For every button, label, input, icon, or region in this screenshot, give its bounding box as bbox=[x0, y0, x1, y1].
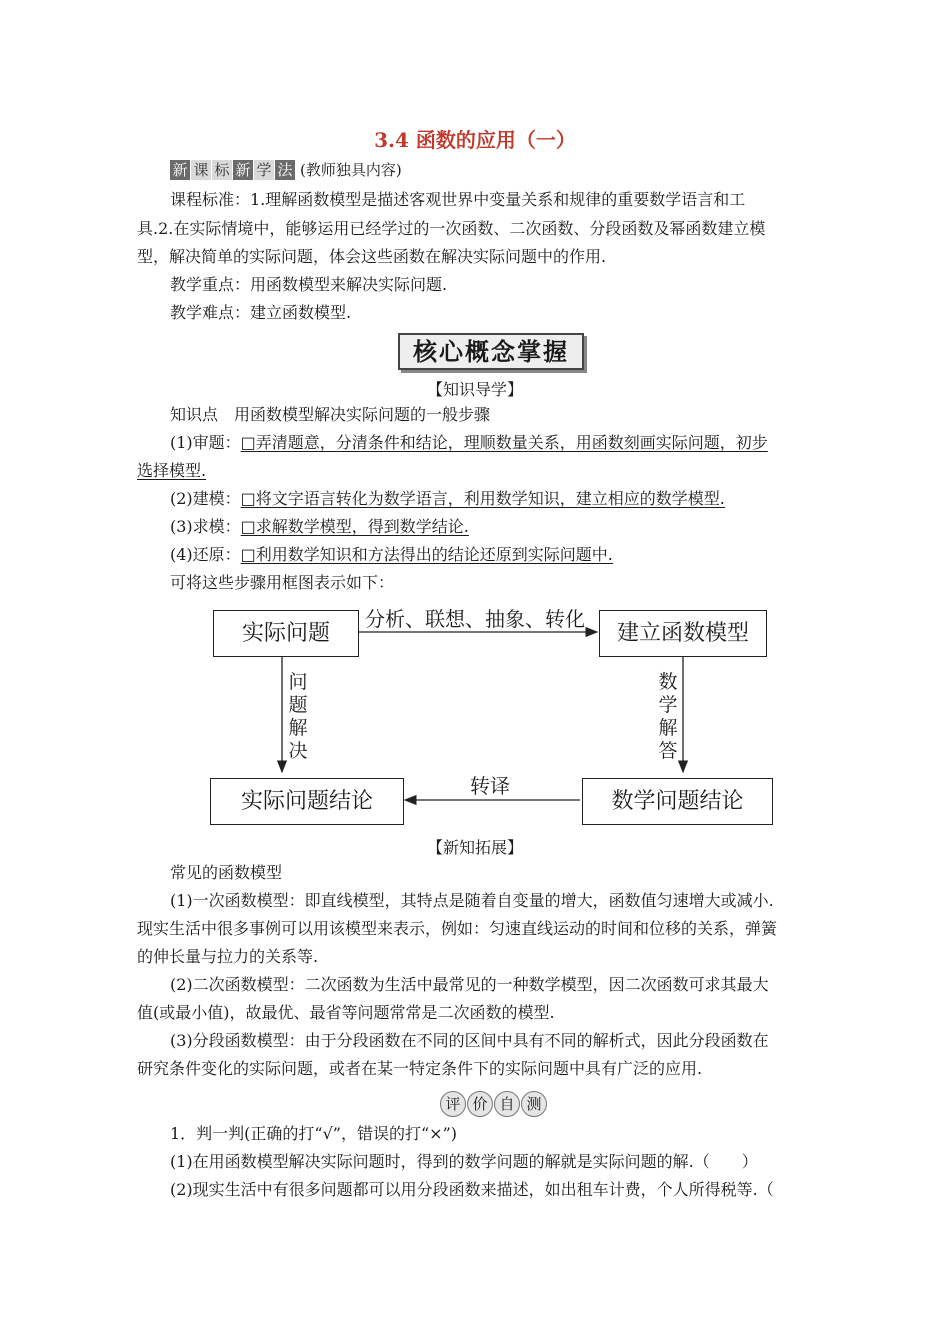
standard-line: 具.2.在实际情境中，能够运用已经学过的一次函数、二次函数、分段函数及幂函数建立模 bbox=[137, 219, 766, 238]
eval-char: 评 bbox=[440, 1091, 466, 1117]
step-answer: □求解数学模型，得到数学结论. bbox=[240, 517, 469, 536]
model-line: 研究条件变化的实际问题，或者在某一特定条件下的实际问题中具有广泛的应用. bbox=[137, 1059, 703, 1078]
step-prefix: (2)建模： bbox=[170, 489, 241, 508]
standard-line: 型，解决简单的实际问题，体会这些函数在解决实际问题中的作用. bbox=[137, 247, 607, 266]
step-prefix: (3)求模： bbox=[170, 517, 241, 536]
step-answer: □将文字语言转化为数学语言，利用数学知识，建立相应的数学模型. bbox=[240, 489, 725, 508]
badge-char: 法 bbox=[275, 160, 295, 180]
step-answer: □弄清题意，分清条件和结论，理顺数量关系，用函数刻画实际问题，初步 bbox=[240, 433, 768, 452]
badge-char: 标 bbox=[212, 160, 232, 180]
model-line: 值(或最小值)，故最优、最省等问题常常是二次函数的模型. bbox=[137, 1003, 555, 1022]
box-build-model: 建立函数模型 bbox=[599, 610, 767, 657]
common-title: 常见的函数模型 bbox=[170, 863, 283, 882]
badge-char: 学 bbox=[254, 160, 274, 180]
badge-char: 新 bbox=[233, 160, 253, 180]
step-prefix: (4)还原： bbox=[170, 545, 241, 564]
standard-line: 课程标准：1.理解函数模型是描述客观世界中变量关系和规律的重要数学语言和工 bbox=[170, 190, 746, 209]
eval-char: 价 bbox=[467, 1091, 493, 1117]
eval-char: 自 bbox=[494, 1091, 520, 1117]
model-line: (2)二次函数模型：二次函数为生活中最常见的一种数学模型，因二次函数可求其最大 bbox=[170, 975, 769, 994]
arrow-label-bottom: 转译 bbox=[470, 774, 510, 798]
key-point: 教学重点：用函数模型来解决实际问题. bbox=[170, 275, 448, 294]
box-math-conclusion: 数学问题结论 bbox=[582, 778, 773, 825]
model-line: 现实生活中很多事例可以用该模型来表示，例如：匀速直线运动的时间和位移的关系，弹簧 bbox=[137, 919, 778, 938]
model-line: (3)分段函数模型：由于分段函数在不同的区间中具有不同的解析式，因此分段函数在 bbox=[170, 1031, 769, 1050]
arrow-label-right: 数 学 解 答 bbox=[658, 671, 678, 762]
model-line: 的伸长量与拉力的关系等. bbox=[137, 947, 319, 966]
arrow-label-top: 分析、联想、抽象、转化 bbox=[365, 607, 585, 631]
section-banner: 核心概念掌握 bbox=[398, 333, 584, 370]
knowledge-title: 知识点 用函数模型解决实际问题的一般步骤 bbox=[170, 405, 491, 424]
badge-char: 课 bbox=[191, 160, 211, 180]
badge-char: 新 bbox=[170, 160, 190, 180]
section-expand: 【新知拓展】 bbox=[426, 838, 523, 857]
arrow-label-left: 问 题 解 决 bbox=[288, 671, 308, 762]
self-test-badge bbox=[440, 1091, 548, 1117]
section-guide: 【知识导学】 bbox=[426, 380, 523, 399]
question-1: 1．判一判(正确的打“√”，错误的打“×”) bbox=[170, 1124, 457, 1143]
step-answer: □利用数学知识和方法得出的结论还原到实际问题中. bbox=[240, 545, 613, 564]
question-1-2: (2)现实生活中有很多问题都可以用分段函数来描述，如出租车计费，个人所得税等.（ bbox=[170, 1180, 774, 1199]
model-line: (1)一次函数模型：即直线模型，其特点是随着自变量的增大，函数值匀速增大或减小. bbox=[170, 891, 774, 910]
page-title: 3.4 函数的应用（一） bbox=[374, 128, 576, 152]
eval-char: 测 bbox=[521, 1091, 547, 1117]
difficult-point: 教学难点：建立函数模型. bbox=[170, 303, 352, 322]
box-real-problem: 实际问题 bbox=[213, 610, 359, 657]
flow-intro: 可将这些步骤用框图表示如下： bbox=[170, 573, 395, 592]
step-answer: 选择模型. bbox=[137, 461, 207, 480]
box-real-conclusion: 实际问题结论 bbox=[210, 778, 404, 825]
step-prefix: (1)审题： bbox=[170, 433, 241, 452]
badge-note: (教师独具内容) bbox=[300, 161, 402, 179]
question-1-1: (1)在用函数模型解决实际问题时，得到的数学问题的解就是实际问题的解.（ ） bbox=[170, 1152, 758, 1171]
